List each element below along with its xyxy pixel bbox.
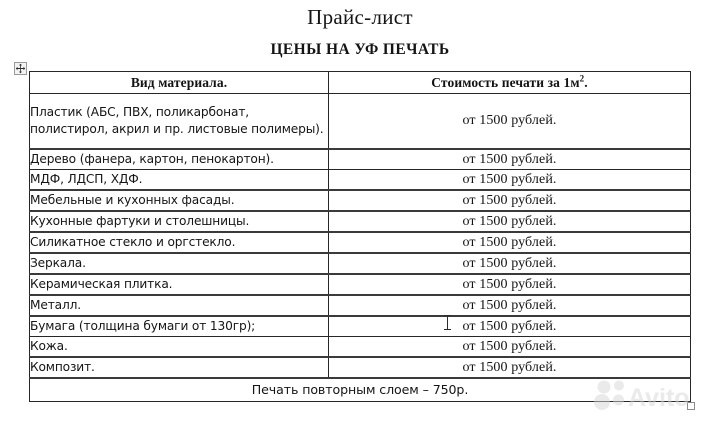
price-table-container	[29, 71, 690, 402]
cell-price: от 1500 рублей.	[329, 170, 691, 191]
cell-price: от 1500 рублей.	[329, 190, 691, 211]
table-row[interactable]	[30, 357, 691, 378]
cell-price: от 1500 рублей.	[329, 274, 691, 295]
table-row[interactable]	[30, 337, 691, 358]
cell-price: от 1500 рублей.	[329, 232, 691, 253]
cell-material: МДФ, ЛДСП, ХДФ.	[30, 170, 329, 191]
table-row[interactable]	[30, 295, 691, 316]
table-row[interactable]	[30, 274, 691, 295]
table-row[interactable]	[30, 149, 691, 170]
move-cross-icon	[15, 63, 26, 74]
page-subtitle: ЦЕНЫ НА УФ ПЕЧАТЬ	[270, 41, 450, 58]
table-header-row	[30, 72, 691, 94]
header-price-text: Стоимость печати за 1м	[431, 74, 580, 90]
header-price-period: .	[584, 74, 588, 90]
cell-material: Кухонные фартуки и столешницы.	[30, 211, 329, 232]
table-row[interactable]	[30, 190, 691, 211]
cell-material: Силикатное стекло и оргстекло.	[30, 232, 329, 253]
cell-price: от 1500 рублей.	[329, 316, 691, 337]
cell-material: Композит.	[30, 357, 329, 378]
cell-material: Металл.	[30, 295, 329, 316]
cell-material: Керамическая плитка.	[30, 274, 329, 295]
table-footer-row[interactable]	[30, 378, 691, 402]
table-resize-handle[interactable]	[687, 402, 695, 410]
price-table-body	[30, 72, 691, 402]
cell-material: Мебельные и кухонных фасады.	[30, 190, 329, 211]
page-title: Прайс-лист	[307, 5, 413, 29]
cell-price: от 1500 рублей.	[329, 295, 691, 316]
cell-material: Пластик (АБС, ПВХ, поликарбонат, полистирол, акрил и пр. листовые полимеры).	[30, 94, 329, 150]
cell-price: от 1500 рублей.	[329, 253, 691, 274]
cell-price: от 1500 рублей.	[329, 149, 691, 170]
cell-price: от 1500 рублей.	[329, 211, 691, 232]
footer-cell-repeat-layer: Печать повторным слоем – 750р.	[30, 378, 691, 402]
table-row[interactable]	[30, 170, 691, 191]
cell-price: от 1500 рублей.	[329, 357, 691, 378]
cell-price: от 1500 рублей.	[329, 337, 691, 358]
table-row[interactable]	[30, 94, 691, 150]
header-cell-price	[329, 72, 691, 94]
cell-material: Дерево (фанера, картон, пенокартон).	[30, 149, 329, 170]
cell-material: Бумага (толщина бумаги от 130гр);	[30, 316, 329, 337]
table-row[interactable]	[30, 211, 691, 232]
price-table	[29, 71, 691, 402]
header-price-superscript: 2	[579, 73, 585, 83]
table-move-handle[interactable]	[14, 62, 27, 75]
cell-material: Кожа.	[30, 337, 329, 358]
cell-price: от 1500 рублей.	[329, 94, 691, 150]
table-row[interactable]	[30, 232, 691, 253]
cell-material: Зеркала.	[30, 253, 329, 274]
svg-text:Avito: Avito	[628, 384, 690, 412]
header-cell-material: Вид материала.	[30, 72, 329, 94]
table-row[interactable]	[30, 253, 691, 274]
table-row[interactable]	[30, 316, 691, 337]
